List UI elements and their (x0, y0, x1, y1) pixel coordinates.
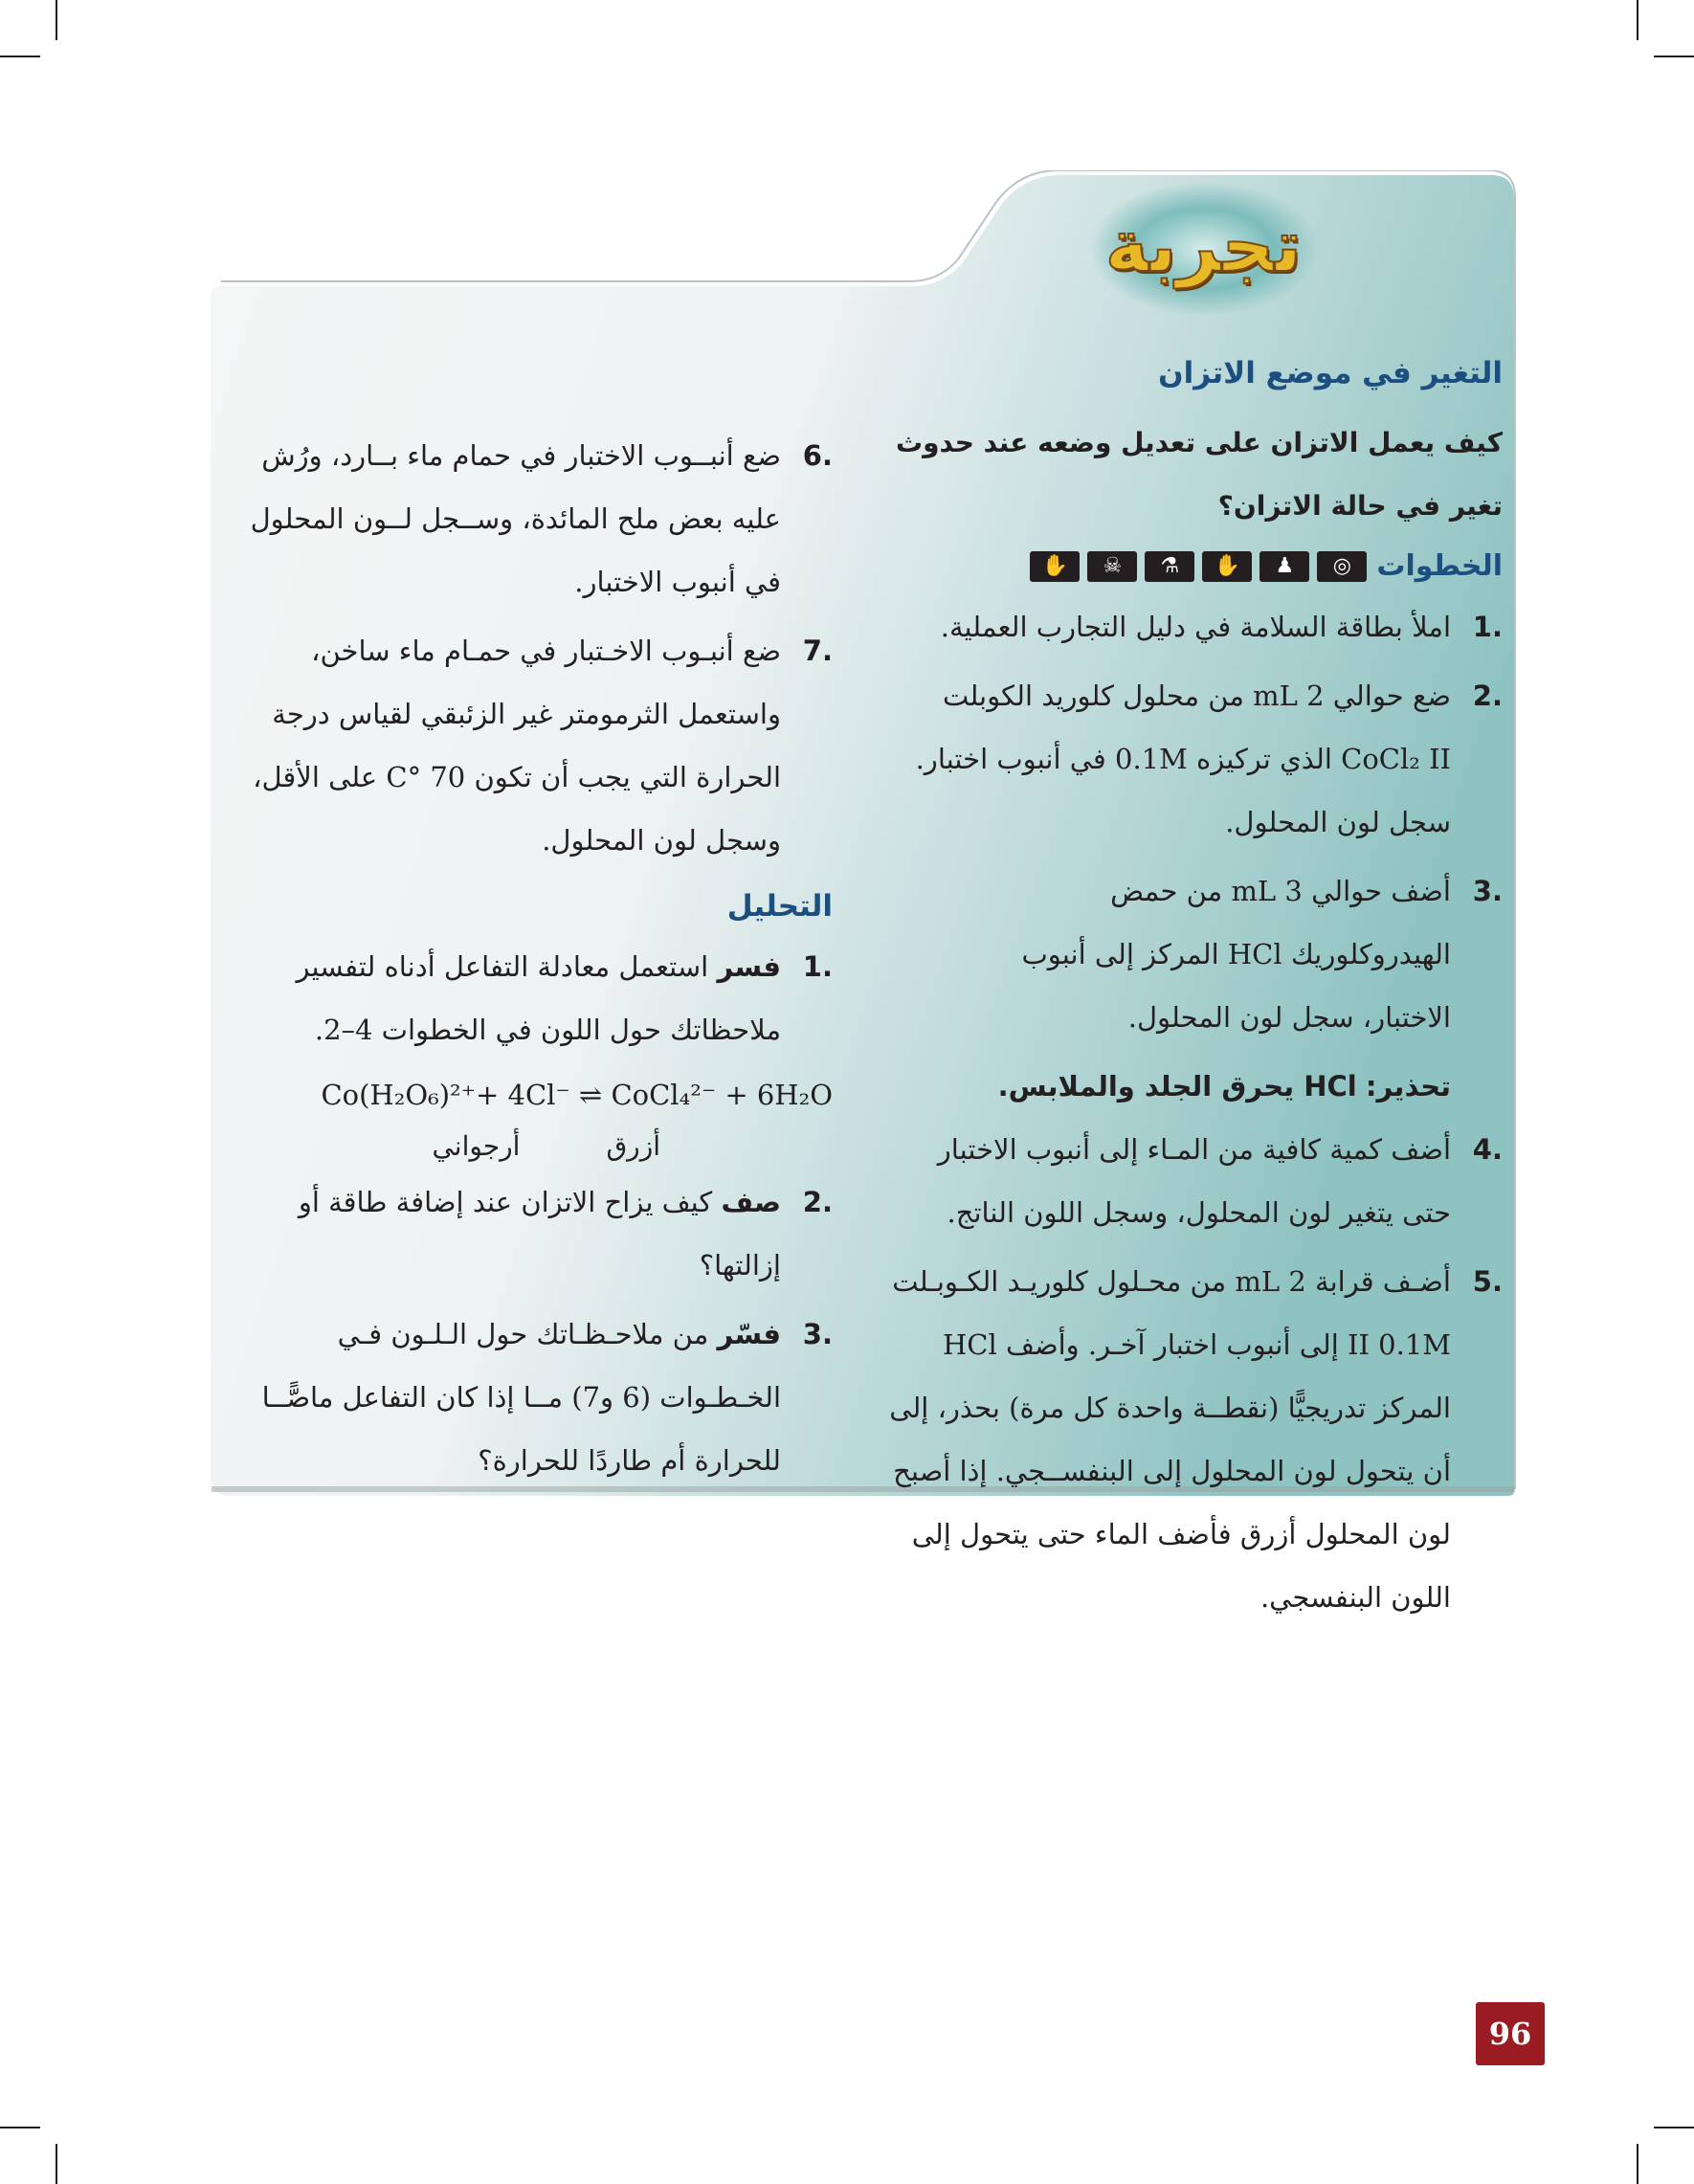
step-number: .6 (802, 439, 833, 472)
step-item (215, 619, 833, 872)
step-number: .2 (1472, 680, 1503, 712)
experiment-badge: تجربة (1104, 203, 1302, 288)
goggles-icon: ◎ (1317, 551, 1367, 582)
analysis-keyword: صف (721, 1186, 781, 1218)
step-text: أضف كمية كافية من المـاء إلى أنبوب الاختبار حتى يتغير لون المحلول، وسجل اللون الناتج. (937, 1133, 1451, 1229)
step-item (885, 664, 1503, 854)
step-text: ضع حوالي 2 mL من محلول كلوريد الكوبلت CoCl₂ II الذي تركيزه 0.1M في أنبوب اختبار. سجل لون المحلول. (915, 680, 1451, 838)
step-text: أضـف قرابة 2 mL من محـلول كلوريـد الكـوبـلت II 0.1M إلى أنبوب اختبار آخـر. وأضف HCl المركز تدريجيًّا (نقطــة واحدة كل مرة) بحذر، إلى أن يتحول لون المحلول إلى البنفســجي. إذا أصبح لون المحلول أزرق فأضف الماء حتى يتحول إلى اللون البنفسجي. (889, 1265, 1451, 1614)
experiment-question: كيف يعمل الاتزان على تعديل وضعه عند حدوث تغير في حالة الاتزان؟ (895, 427, 1503, 522)
step-text: املأ بطاقة السلامة في دليل التجارب العملية. (940, 611, 1451, 643)
analysis-item (215, 1303, 833, 1492)
hand-wash-icon: ✋ (1030, 551, 1080, 582)
step-item (885, 1118, 1503, 1244)
safety-icons (1030, 551, 1367, 582)
crop-mark (0, 2127, 40, 2128)
equation-labels (215, 1123, 833, 1170)
crop-mark (1654, 2127, 1694, 2128)
step-number: .5 (1472, 1265, 1503, 1298)
blue-label: أزرق (606, 1130, 660, 1162)
analysis-title: التحليل (726, 889, 833, 924)
step-item (215, 424, 833, 613)
analysis-number: .1 (802, 950, 833, 983)
analysis-keyword: فسّر (717, 1318, 781, 1350)
analysis-keyword: فسر (717, 950, 781, 983)
analysis-number: .3 (802, 1318, 833, 1350)
page-number: 96 (1476, 2002, 1545, 2065)
steps-heading (885, 538, 1503, 595)
gloves-icon: ✋ (1202, 551, 1252, 582)
chemical-icon: ⚗ (1145, 551, 1194, 582)
step-item (885, 595, 1503, 658)
step-number: .4 (1472, 1133, 1503, 1166)
analysis-text-wrap (215, 935, 791, 1061)
right-column (885, 345, 1503, 1635)
warning-note (885, 1055, 1503, 1118)
step-number: .3 (1472, 875, 1503, 907)
toxic-icon: ☠ (1087, 551, 1137, 582)
lab-coat-icon: ♟ (1259, 551, 1309, 582)
crop-mark (0, 56, 40, 57)
analysis-text-wrap (215, 1303, 791, 1492)
analysis-text: استعمل معادلة التفاعل أدناه لتفسير ملاحظاتك حول اللون في الخطوات 4–2. (296, 950, 781, 1046)
analysis-text: كيف يزاح الاتزان عند إضافة طاقة أو إزالتها؟ (298, 1186, 781, 1281)
analysis-number: .2 (802, 1186, 833, 1218)
reaction-equation: Co(H₂O₆)²⁺+ 4Cl⁻ ⇌ CoCl₄²⁻ + 6H₂O (321, 1079, 833, 1111)
step-item (885, 1250, 1503, 1629)
step-text: ضع أنبـوب الاخـتبار في حمـام ماء ساخن، واستعمل الثرمومتر غير الزئبقي لقياس درجة الحرارة التي يجب أن تكون 70 °C على الأقل، وسجل لون المحلول. (253, 635, 781, 857)
step-number: .7 (802, 635, 833, 667)
analysis-text: من ملاحـظـاتك حول الـلـون فـي الخـطـوات (6 و7) مــا إذا كان التفاعل ماصًّــا للحرارة أم طاردًا للحرارة؟ (261, 1318, 781, 1477)
step-text: ضع أنبــوب الاختبار في حمام ماء بــارد، ورُش عليه بعض ملح المائدة، وســجل لــون المحلول في أنبوب الاختبار. (250, 439, 781, 598)
crop-mark (1637, 2144, 1638, 2184)
left-column (215, 424, 833, 1498)
crop-mark (56, 0, 57, 40)
experiment-title: التغير في موضع الاتزان (1158, 356, 1503, 390)
warning-label: تحذير: (1365, 1070, 1451, 1103)
analysis-text-wrap (215, 1170, 791, 1297)
crop-mark (56, 2144, 57, 2184)
crop-mark (1637, 0, 1638, 40)
warning-text: HCl يحرق الجلد والملابس. (997, 1070, 1357, 1103)
analysis-item (215, 1170, 833, 1297)
step-item (885, 859, 1503, 1049)
crop-mark (1654, 56, 1694, 57)
step-text: أضف حوالي 3 mL من حمض الهيدروكلوريك HCl المركز إلى أنبوب الاختبار، سجل لون المحلول. (1021, 875, 1451, 1034)
analysis-item (215, 935, 833, 1061)
step-number: .1 (1472, 611, 1503, 643)
purple-label: أرجواني (432, 1130, 521, 1162)
steps-label: الخطوات (1376, 549, 1503, 583)
